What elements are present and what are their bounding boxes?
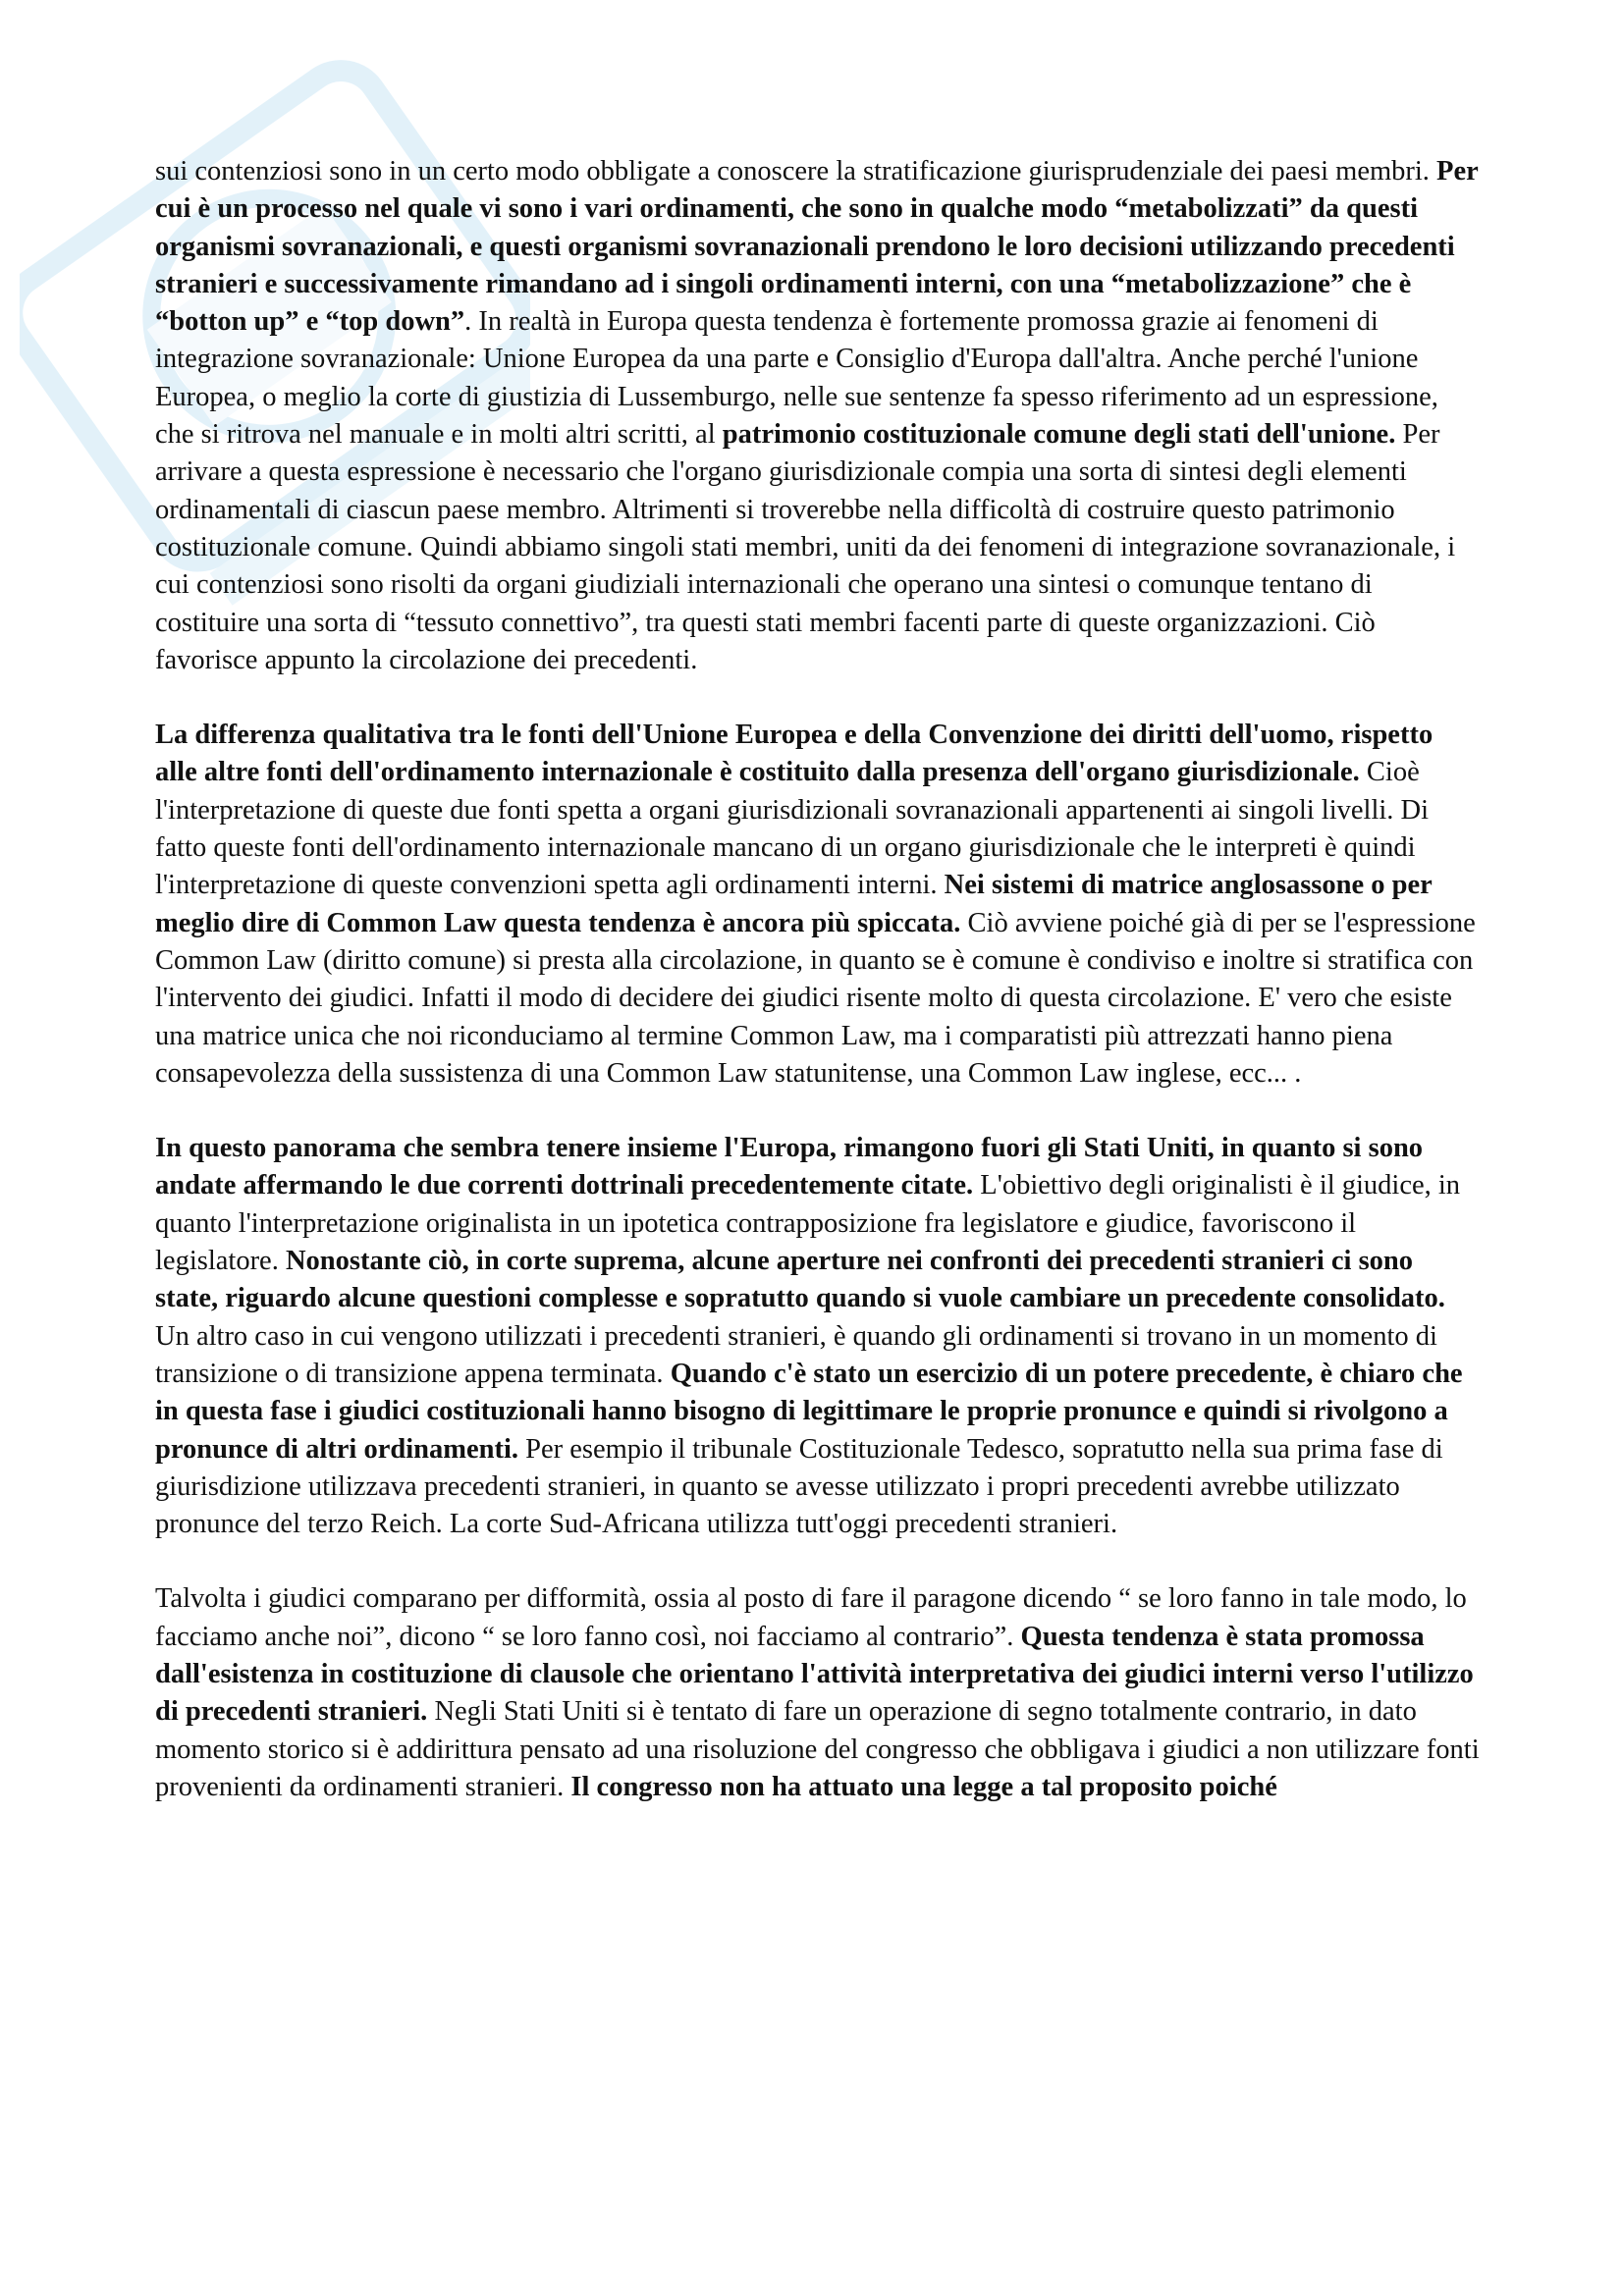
bold-text-run: Nonostante ciò, in corte suprema, alcune aperture nei confronti dei precedenti stranieri ci sono state, riguardo alcune questioni complesse e sopratutto quando si vuole cambiare un precedente consolidato.: [155, 1246, 1445, 1314]
paragraph-1: [155, 153, 1481, 679]
paragraph-3: [155, 1130, 1481, 1543]
text-run: Un altro caso in cui vengono utilizzati i precedenti stranieri, è quando gli ordinamenti si trovano in un momento di transizione o di transizione appena terminata.: [155, 1320, 1437, 1389]
text-run: Cioè l'interpretazione di queste due fonti spetta a organi giurisdizionali sovranazionali appartenenti ai singoli livelli. Di fatto queste fonti dell'ordinamento internazionale mancano di un organo giurisdizionale che le interpreti è quindi l'interpretazione di queste convenzioni spetta agli ordinamenti interni.: [155, 757, 1430, 901]
bold-text-run: Quando c'è stato un esercizio di un potere precedente, è chiaro che in questa fase i giudici costituzionali hanno bisogno di legittimare le proprie pronunce e quindi si rivolgono a pronunce di altri ordinamenti.: [155, 1358, 1463, 1465]
bold-text-run: In questo panorama che sembra tenere insieme l'Europa, rimangono fuori gli Stati Uniti, in quanto si sono andate affermando le due correnti dottrinali precedentemente citate.: [155, 1133, 1424, 1201]
document-body: [155, 153, 1481, 1806]
bold-text-run: Questa tendenza è stata promossa dall'esistenza in costituzione di clausole che orientano l'attività interpretativa dei giudici interni verso l'utilizzo di precedenti stranieri.: [155, 1621, 1474, 1728]
text-run: Ciò avviene poiché già di per se l'espressione Common Law (diritto comune) si presta alla circolazione, in quanto se è comune è condiviso e inoltre si stratifica con l'intervento dei giudici. Infatti il modo di decidere dei giudici risente molto di questa circolazione. E' vero che esiste una matrice unica che noi riconduciamo al termine Common Law, ma i comparatisti più attrezzati hanno piena consapevolezza della sussistenza di una Common Law statunitense, una Common Law inglese, ecc... .: [155, 907, 1476, 1089]
bold-text-run: Per cui è un processo nel quale vi sono i vari ordinamenti, che sono in qualche modo “metabolizzati” da questi organismi sovranazionali, e questi organismi sovranazionali prendono le loro decisioni utilizzando precedenti stranieri e successivamente rimandano ad i singoli ordinamenti interni, con una “metabolizzazione” che è “botton up” e “top down”: [155, 156, 1479, 338]
bold-text-run: patrimonio costituzionale comune degli stati dell'unione.: [722, 419, 1396, 451]
paragraph-4: [155, 1580, 1481, 1806]
bold-text-run: Il congresso non ha attuato una legge a tal proposito poiché: [570, 1771, 1277, 1802]
text-run: Negli Stati Uniti si è tentato di fare un operazione di segno totalmente contrario, in dato momento storico si è addirittura pensato ad una risoluzione del congresso che obbligava i giudici a non utilizzare fonti provenienti da ordinamenti stranieri.: [155, 1696, 1480, 1802]
text-run: Talvolta i giudici comparano per difformità, ossia al posto di fare il paragone dicendo “ se loro fanno in tale modo, lo facciamo anche noi”, dicono “ se loro fanno così, noi facciamo al contrario”.: [155, 1583, 1467, 1652]
bold-text-run: La differenza qualitativa tra le fonti dell'Unione Europea e della Convenzione dei diritti dell'uomo, rispetto alle altre fonti dell'ordinamento internazionale è costituito dalla presenza dell'organo giurisdizionale.: [155, 720, 1434, 788]
text-run: . In realtà in Europa questa tendenza è fortemente promossa grazie ai fenomeni di integrazione sovranazionale: Unione Europea da una parte e Consiglio d'Europa dall'altra. Anche perché l'unione Europea, o meglio la corte di giustizia di Lussemburgo, nelle sue sentenze fa spesso riferimento ad un espressione, che si ritrova nel manuale e in molti altri scritti, al: [155, 306, 1438, 451]
text-run: L'obiettivo degli originalisti è il giudice, in quanto l'interpretazione originalista in un ipotetica contrapposizione fra legislatore e giudice, favoriscono il legislatore.: [155, 1170, 1461, 1277]
text-run: sui contenziosi sono in un certo modo obbligate a conoscere la stratificazione giurisprudenziale dei paesi membri.: [155, 156, 1437, 187]
paragraph-2: [155, 717, 1481, 1093]
text-run: Per arrivare a questa espressione è necessario che l'organo giurisdizionale compia una sorta di sintesi degli elementi ordinamentali di ciascun paese membro. Altrimenti si troverebbe nella difficoltà di costruire questo patrimonio costituzionale comune. Quindi abbiamo singoli stati membri, uniti da dei fenomeni di integrazione sovranazionale, i cui contenziosi sono risolti da organi giudiziali internazionali che operano una sintesi o comunque tentano di costituire una sorta di “tessuto connettivo”, tra questi stati membri facenti parte di queste organizzazioni. Ciò favorisce appunto la circolazione dei precedenti.: [155, 419, 1456, 675]
text-run: Per esempio il tribunale Costituzionale Tedesco, sopratutto nella sua prima fase di giurisdizione utilizzava precedenti stranieri, in quanto se avesse utilizzato i propri precedenti avrebbe utilizzato pronunce del terzo Reich. La corte Sud-Africana utilizza tutt'oggi precedenti stranieri.: [155, 1433, 1443, 1540]
bold-text-run: Nei sistemi di matrice anglosassone o per meglio dire di Common Law questa tendenza è ancora più spiccata.: [155, 870, 1433, 938]
